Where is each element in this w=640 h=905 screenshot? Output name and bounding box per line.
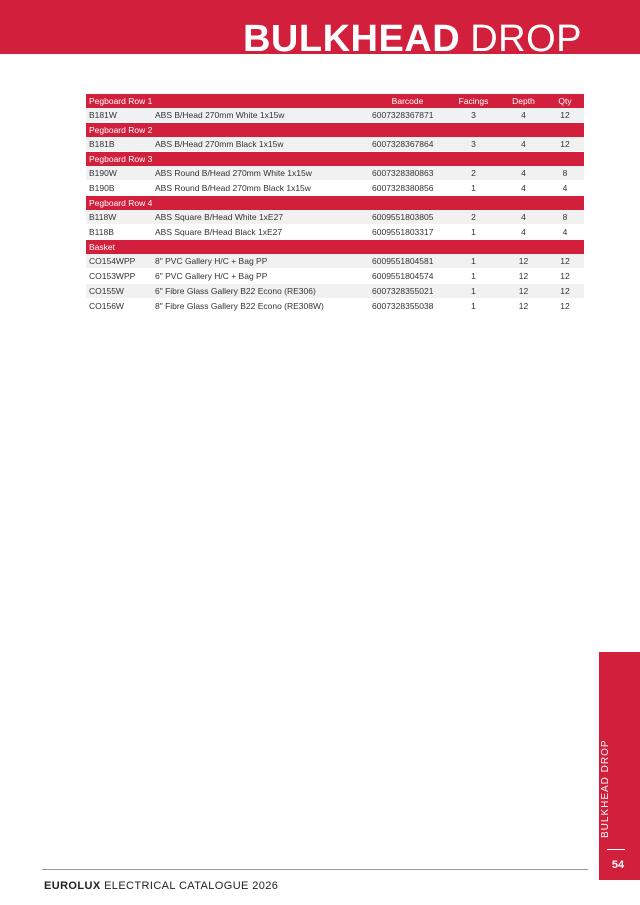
item-code-cell: B118W <box>86 210 152 225</box>
qty-cell: 12 <box>546 269 584 284</box>
depth-cell: 4 <box>501 210 546 225</box>
barcode-cell: 6009551803805 <box>369 210 446 225</box>
column-header-barcode: Barcode <box>369 94 446 108</box>
group-name: Pegboard Row 1 <box>86 94 369 108</box>
item-code-cell: B181W <box>86 108 152 123</box>
description-cell: 8" PVC Gallery H/C + Bag PP <box>152 254 369 269</box>
item-code-cell: B190W <box>86 166 152 181</box>
description-cell: 6" Fibre Glass Gallery B22 Econo (RE306) <box>152 284 369 299</box>
qty-cell: 8 <box>546 166 584 181</box>
table-row <box>86 284 584 299</box>
section-side-label <box>600 798 611 838</box>
facings-cell: 1 <box>446 225 501 240</box>
page-title <box>243 20 582 58</box>
facings-cell: 1 <box>446 269 501 284</box>
item-code-cell: B118B <box>86 225 152 240</box>
qty-cell: 4 <box>546 225 584 240</box>
facings-cell: 2 <box>446 210 501 225</box>
column-header-depth: Depth <box>501 94 546 108</box>
group-name: Pegboard Row 4 <box>86 196 369 211</box>
depth-cell: 12 <box>501 284 546 299</box>
product-table <box>86 94 584 314</box>
qty-cell: 12 <box>546 137 584 152</box>
description-cell: ABS Round B/Head 270mm White 1x15w <box>152 166 369 181</box>
table-row <box>86 299 584 314</box>
column-header-facings: Facings <box>446 94 501 108</box>
group-header-row <box>86 94 584 108</box>
table-row <box>86 269 584 284</box>
footer-brand: EUROLUX <box>44 880 101 892</box>
depth-cell: 12 <box>501 254 546 269</box>
group-name: Pegboard Row 3 <box>86 152 369 167</box>
facings-cell: 2 <box>446 166 501 181</box>
group-header-spacer <box>369 196 584 211</box>
item-code-cell: CO156W <box>86 299 152 314</box>
facings-cell: 1 <box>446 284 501 299</box>
qty-cell: 8 <box>546 210 584 225</box>
depth-cell: 4 <box>501 137 546 152</box>
depth-cell: 4 <box>501 225 546 240</box>
header-banner <box>0 0 640 60</box>
page-number: 54 <box>611 859 625 871</box>
qty-cell: 12 <box>546 299 584 314</box>
item-code-cell: B181B <box>86 137 152 152</box>
depth-cell: 4 <box>501 181 546 196</box>
group-header-row <box>86 196 584 211</box>
depth-cell: 12 <box>501 299 546 314</box>
group-header-row <box>86 240 584 255</box>
table-row <box>86 210 584 225</box>
product-table-body <box>86 94 584 314</box>
barcode-cell: 6007328355021 <box>369 284 446 299</box>
group-header-spacer <box>369 123 584 138</box>
group-header-spacer <box>369 152 584 167</box>
description-cell: ABS B/Head 270mm Black 1x15w <box>152 137 369 152</box>
barcode-cell: 6007328380856 <box>369 181 446 196</box>
barcode-cell: 6009551804574 <box>369 269 446 284</box>
facings-cell: 1 <box>446 299 501 314</box>
table-row <box>86 254 584 269</box>
item-code-cell: CO153WPP <box>86 269 152 284</box>
qty-cell: 4 <box>546 181 584 196</box>
page-title-light: DROP <box>470 18 582 60</box>
item-code-cell: B190B <box>86 181 152 196</box>
description-cell: ABS Square B/Head Black 1xE27 <box>152 225 369 240</box>
footer <box>44 880 278 892</box>
group-header-row <box>86 152 584 167</box>
barcode-cell: 6007328355038 <box>369 299 446 314</box>
table-row <box>86 225 584 240</box>
depth-cell: 4 <box>501 166 546 181</box>
page-title-bold: BULKHEAD <box>242 18 461 60</box>
facings-cell: 3 <box>446 137 501 152</box>
table-row <box>86 181 584 196</box>
qty-cell: 12 <box>546 108 584 123</box>
qty-cell: 12 <box>546 254 584 269</box>
group-header-row <box>86 123 584 138</box>
description-cell: 8" Fibre Glass Gallery B22 Econo (RE308W) <box>152 299 369 314</box>
table-row <box>86 108 584 123</box>
facings-cell: 3 <box>446 108 501 123</box>
description-cell: 6" PVC Gallery H/C + Bag PP <box>152 269 369 284</box>
footer-catalogue-label: ELECTRICAL CATALOGUE 2026 <box>104 880 279 892</box>
qty-cell: 12 <box>546 284 584 299</box>
facings-cell: 1 <box>446 254 501 269</box>
barcode-cell: 6007328367871 <box>369 108 446 123</box>
depth-cell: 12 <box>501 269 546 284</box>
table-row <box>86 137 584 152</box>
item-code-cell: CO155W <box>86 284 152 299</box>
table-row <box>86 166 584 181</box>
group-name: Pegboard Row 2 <box>86 123 369 138</box>
barcode-cell: 6007328367864 <box>369 137 446 152</box>
barcode-cell: 6009551804581 <box>369 254 446 269</box>
description-cell: ABS B/Head 270mm White 1x15w <box>152 108 369 123</box>
group-header-spacer <box>369 240 584 255</box>
barcode-cell: 6007328380863 <box>369 166 446 181</box>
description-cell: ABS Round B/Head 270mm Black 1x15w <box>152 181 369 196</box>
side-tab-divider <box>607 849 625 850</box>
description-cell: ABS Square B/Head White 1xE27 <box>152 210 369 225</box>
facings-cell: 1 <box>446 181 501 196</box>
footer-divider <box>42 869 588 870</box>
group-name: Basket <box>86 240 369 255</box>
item-code-cell: CO154WPP <box>86 254 152 269</box>
barcode-cell: 6009551803317 <box>369 225 446 240</box>
depth-cell: 4 <box>501 108 546 123</box>
column-header-qty: Qty <box>546 94 584 108</box>
